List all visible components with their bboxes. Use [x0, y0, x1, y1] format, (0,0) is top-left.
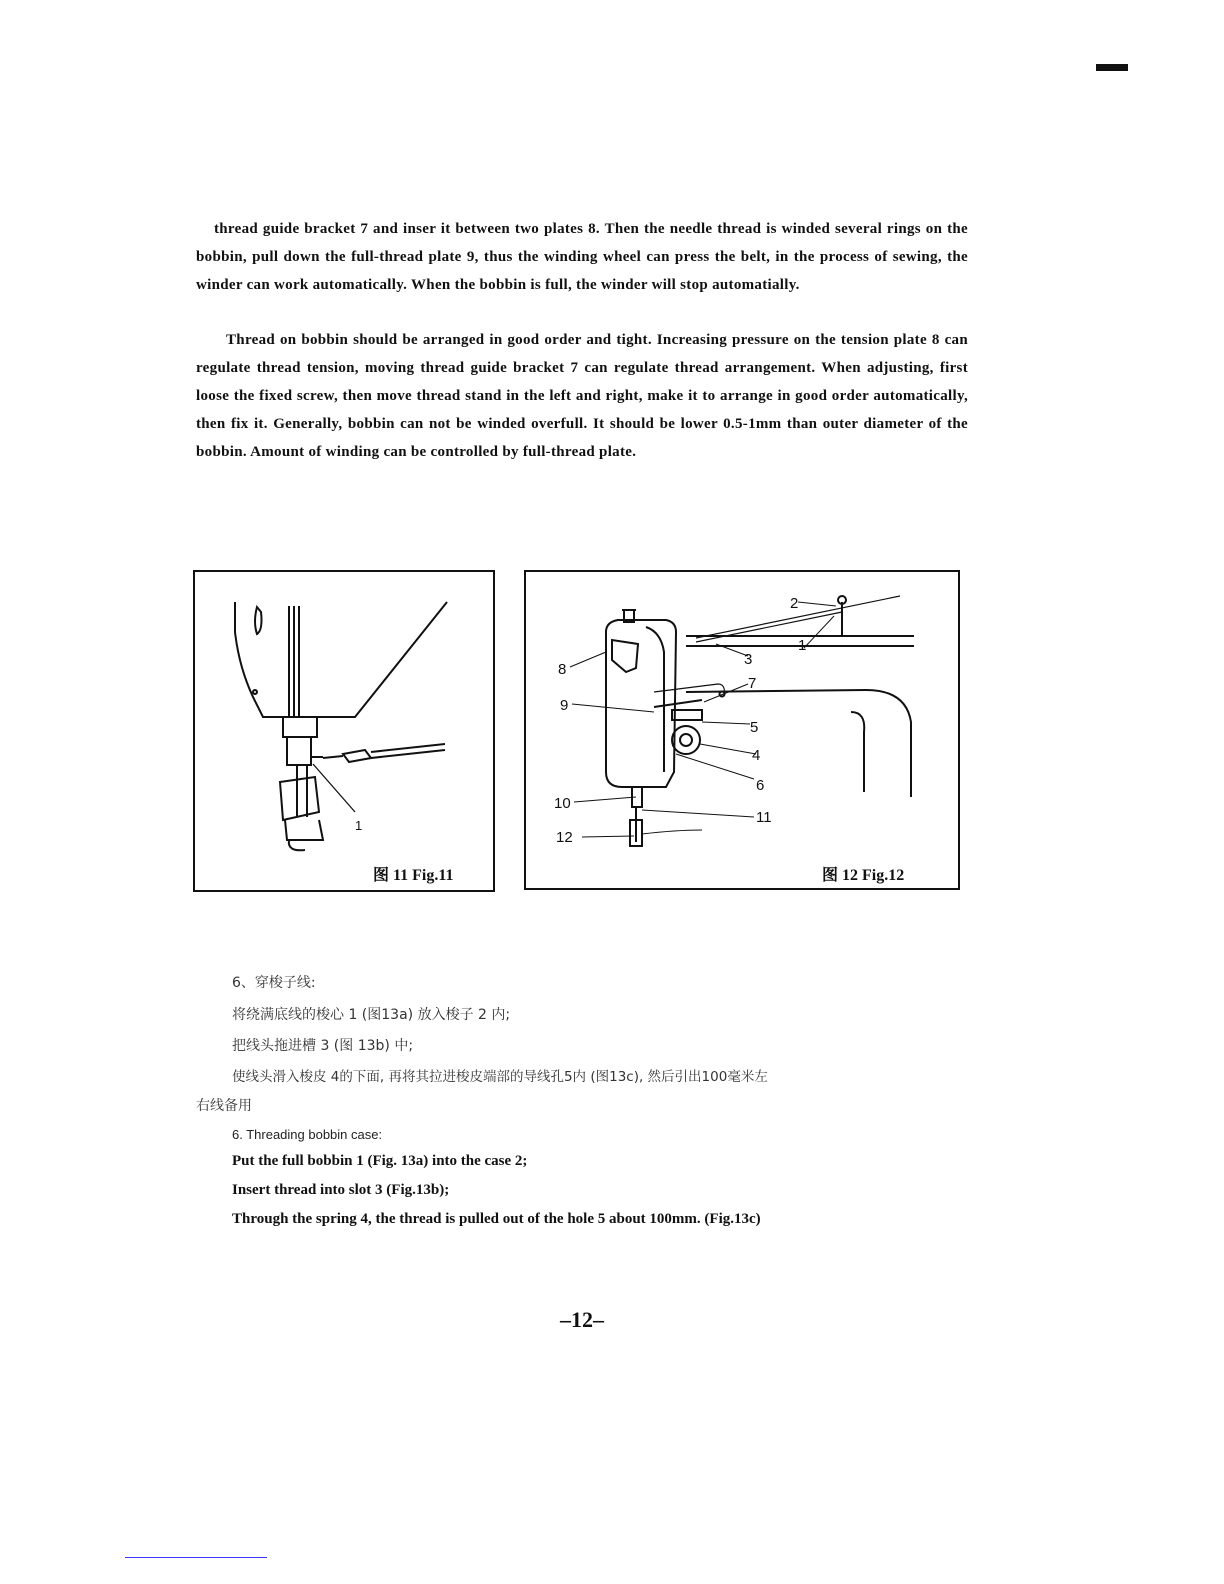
bottom-underline — [125, 1557, 267, 1558]
zh-line-4: 右线备用 — [196, 1098, 252, 1114]
zh-line-3: 使线头滑入梭皮 4的下面, 再将其拉进梭皮端部的导线孔5内 (图13c), 然后引出100毫米左 — [232, 1069, 768, 1085]
figure-11-caption: 图 11 Fig.11 — [373, 867, 454, 884]
fig12-label-10: 10 — [554, 795, 571, 812]
en-line-2: Insert thread into slot 3 (Fig.13b); — [232, 1182, 450, 1198]
en-line-1: Put the full bobbin 1 (Fig. 13a) into the case 2; — [232, 1153, 528, 1169]
fig12-label-12: 12 — [556, 829, 573, 846]
paragraph-winder: thread guide bracket 7 and inser it between two plates 8. Then the needle thread is winded several rings on the bobbin, pull down the full-thread plate 9, thus the winding wheel can press the belt, in the process of sewing, the winder can work automatically. When the bobbin is full, the winder will stop automatially. — [196, 221, 968, 293]
figure-12-drawing — [526, 572, 958, 888]
fig12-label-2: 2 — [790, 595, 799, 612]
en-heading: 6. Threading bobbin case: — [232, 1127, 383, 1142]
fig12-label-5: 5 — [750, 719, 759, 736]
fig12-label-6: 6 — [756, 777, 765, 794]
fig12-label-8: 8 — [558, 661, 567, 678]
fig12-label-4: 4 — [752, 747, 761, 764]
page-number: –12– — [560, 1307, 604, 1332]
fig12-label-1: 1 — [798, 637, 807, 654]
zh-line-1: 将绕满底线的梭心 1 (图13a) 放入梭子 2 内; — [232, 1007, 511, 1023]
fig12-label-9: 9 — [560, 697, 569, 714]
scan-corner-mark — [1096, 64, 1128, 71]
figure-11-drawing — [195, 572, 493, 890]
fig12-label-7: 7 — [748, 675, 757, 692]
figure-12 — [524, 570, 960, 890]
paragraph-thread-arrangement: Thread on bobbin should be arranged in good order and tight. Increasing pressure on the tension plate 8 can regulate thread tension, moving thread guide bracket 7 can regulate thread arrangement. When adjusting, first loose the fixed screw, then move thread stand in the left and right, make it to arrange in good order automatically, then fix it. Generally, bobbin can not be winded overfull. It should be lower 0.5-1mm than outer diameter of the bobbin. Amount of winding can be controlled by full-thread plate. — [196, 332, 968, 460]
figure-11 — [193, 570, 495, 892]
fig11-label-1: 1 — [355, 818, 363, 833]
figure-12-caption: 图 12 Fig.12 — [822, 867, 905, 884]
en-line-3: Through the spring 4, the thread is pulled out of the hole 5 about 100mm. (Fig.13c) — [232, 1211, 761, 1227]
zh-line-2: 把线头拖进槽 3 (图 13b) 中; — [232, 1038, 414, 1054]
zh-heading: 6、穿梭子线: — [232, 975, 316, 991]
fig12-label-3: 3 — [744, 651, 753, 668]
fig12-label-11: 11 — [756, 809, 772, 826]
